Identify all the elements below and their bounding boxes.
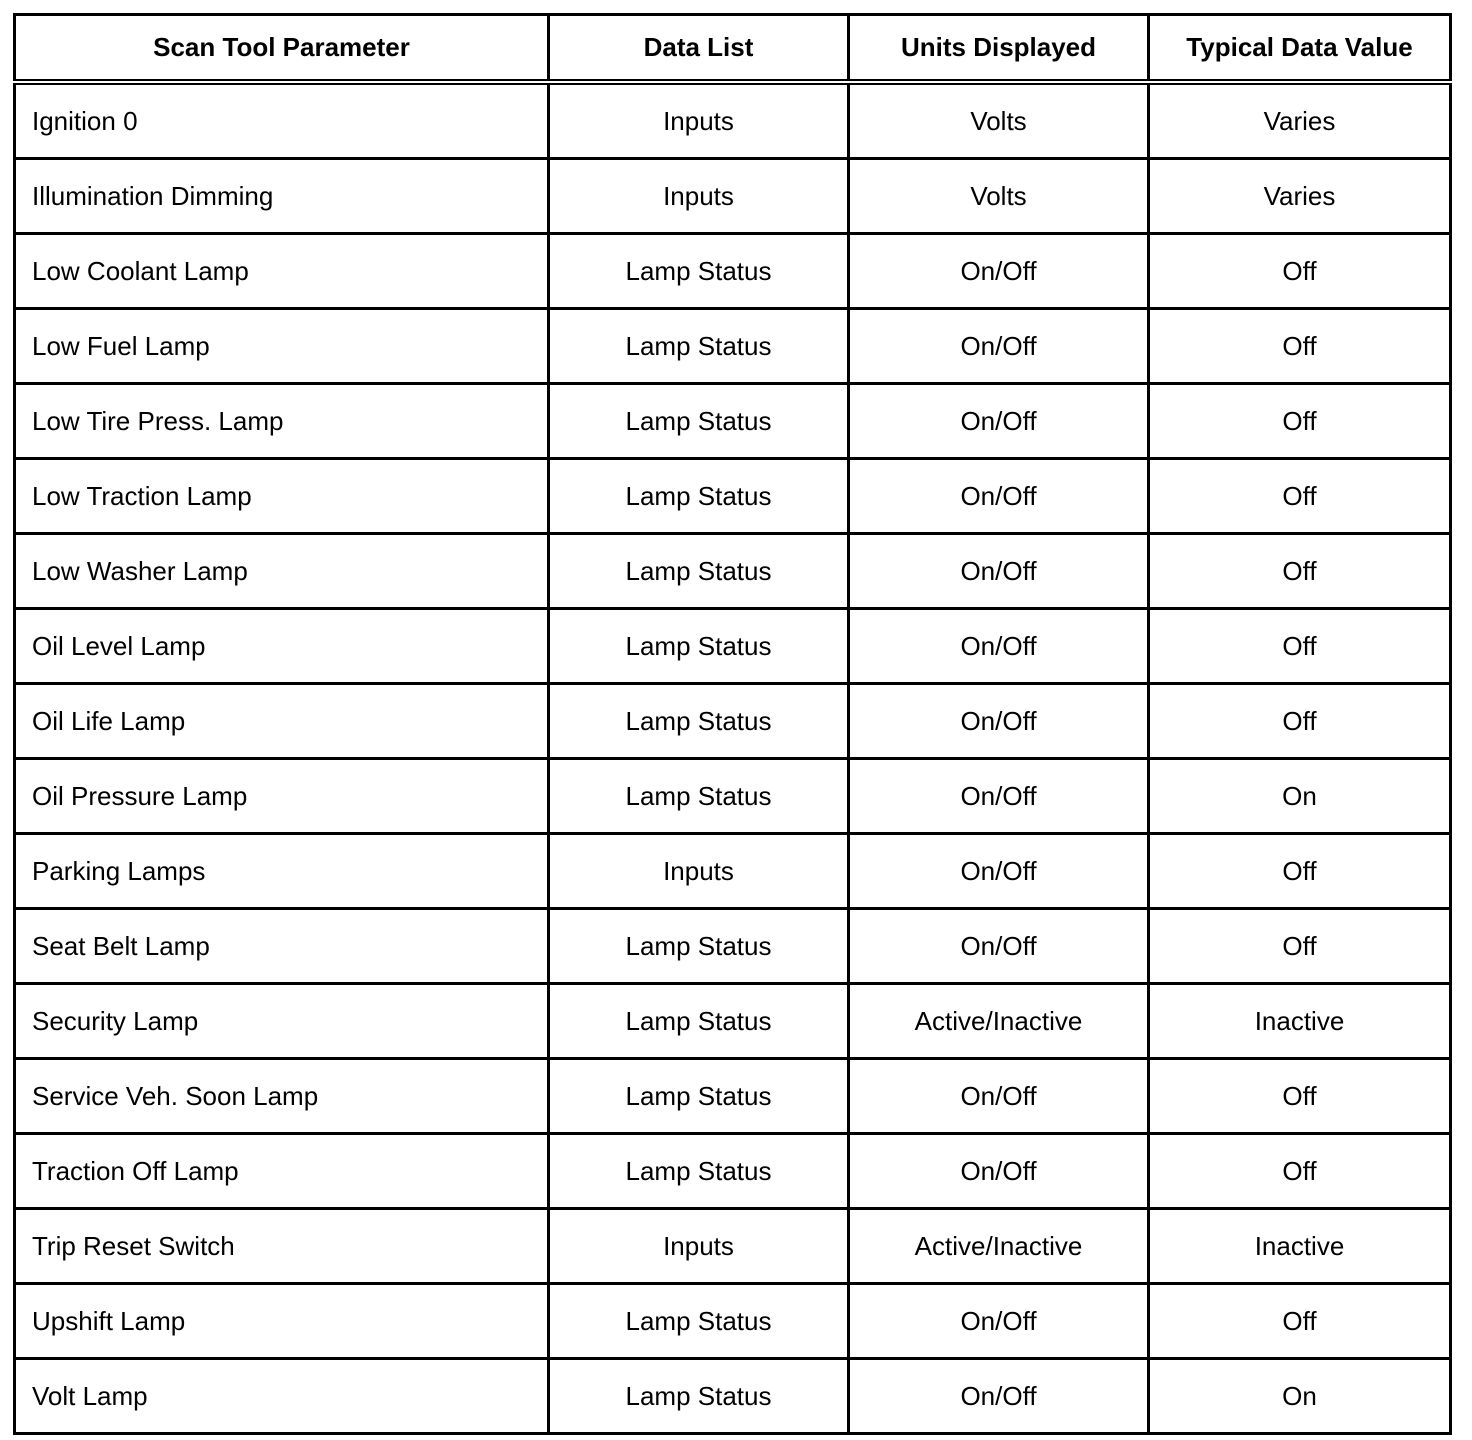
cell-data-list: Lamp Status — [549, 759, 849, 834]
cell-typical-data-value: Off — [1149, 384, 1451, 459]
header-scan-tool-parameter: Scan Tool Parameter — [15, 15, 549, 83]
cell-scan-tool-parameter: Low Washer Lamp — [15, 534, 549, 609]
cell-units-displayed: On/Off — [849, 1059, 1149, 1134]
cell-scan-tool-parameter: Low Fuel Lamp — [15, 309, 549, 384]
cell-scan-tool-parameter: Upshift Lamp — [15, 1284, 549, 1359]
cell-units-displayed: On/Off — [849, 384, 1149, 459]
table-row — [15, 459, 1451, 534]
cell-scan-tool-parameter: Trip Reset Switch — [15, 1209, 549, 1284]
cell-data-list: Lamp Status — [549, 384, 849, 459]
cell-units-displayed: On/Off — [849, 234, 1149, 309]
cell-data-list: Lamp Status — [549, 609, 849, 684]
table-row — [15, 1284, 1451, 1359]
cell-scan-tool-parameter: Ignition 0 — [15, 82, 549, 159]
cell-typical-data-value: Inactive — [1149, 1209, 1451, 1284]
cell-typical-data-value: Off — [1149, 459, 1451, 534]
cell-data-list: Lamp Status — [549, 1134, 849, 1209]
cell-data-list: Lamp Status — [549, 534, 849, 609]
cell-scan-tool-parameter: Low Tire Press. Lamp — [15, 384, 549, 459]
cell-typical-data-value: Off — [1149, 1284, 1451, 1359]
table-row — [15, 384, 1451, 459]
cell-units-displayed: On/Off — [849, 534, 1149, 609]
cell-data-list: Lamp Status — [549, 309, 849, 384]
cell-typical-data-value: Off — [1149, 309, 1451, 384]
cell-scan-tool-parameter: Low Coolant Lamp — [15, 234, 549, 309]
cell-scan-tool-parameter: Seat Belt Lamp — [15, 909, 549, 984]
header-data-list: Data List — [549, 15, 849, 83]
cell-data-list: Lamp Status — [549, 1284, 849, 1359]
cell-typical-data-value: Varies — [1149, 82, 1451, 159]
cell-data-list: Lamp Status — [549, 984, 849, 1059]
table-row — [15, 234, 1451, 309]
cell-scan-tool-parameter: Oil Pressure Lamp — [15, 759, 549, 834]
cell-scan-tool-parameter: Security Lamp — [15, 984, 549, 1059]
cell-scan-tool-parameter: Illumination Dimming — [15, 159, 549, 234]
table-row — [15, 984, 1451, 1059]
cell-typical-data-value: Off — [1149, 1059, 1451, 1134]
cell-data-list: Inputs — [549, 159, 849, 234]
table-row — [15, 1134, 1451, 1209]
header-units-displayed: Units Displayed — [849, 15, 1149, 83]
cell-typical-data-value: On — [1149, 759, 1451, 834]
cell-units-displayed: On/Off — [849, 1134, 1149, 1209]
cell-units-displayed: Active/Inactive — [849, 1209, 1149, 1284]
cell-scan-tool-parameter: Oil Level Lamp — [15, 609, 549, 684]
cell-units-displayed: On/Off — [849, 609, 1149, 684]
table-row — [15, 534, 1451, 609]
cell-scan-tool-parameter: Volt Lamp — [15, 1359, 549, 1434]
table-row — [15, 1209, 1451, 1284]
table-row — [15, 684, 1451, 759]
cell-typical-data-value: Off — [1149, 684, 1451, 759]
cell-scan-tool-parameter: Parking Lamps — [15, 834, 549, 909]
cell-data-list: Lamp Status — [549, 684, 849, 759]
cell-units-displayed: On/Off — [849, 834, 1149, 909]
cell-units-displayed: On/Off — [849, 1284, 1149, 1359]
cell-scan-tool-parameter: Traction Off Lamp — [15, 1134, 549, 1209]
cell-typical-data-value: Off — [1149, 234, 1451, 309]
scan-tool-data-table — [13, 13, 1452, 1435]
cell-units-displayed: Volts — [849, 82, 1149, 159]
cell-units-displayed: On/Off — [849, 759, 1149, 834]
cell-units-displayed: On/Off — [849, 684, 1149, 759]
cell-units-displayed: On/Off — [849, 309, 1149, 384]
cell-data-list: Lamp Status — [549, 909, 849, 984]
cell-typical-data-value: Off — [1149, 609, 1451, 684]
cell-units-displayed: On/Off — [849, 459, 1149, 534]
cell-data-list: Inputs — [549, 1209, 849, 1284]
header-typical-data-value: Typical Data Value — [1149, 15, 1451, 83]
cell-data-list: Lamp Status — [549, 234, 849, 309]
table-row — [15, 609, 1451, 684]
cell-units-displayed: Volts — [849, 159, 1149, 234]
cell-typical-data-value: Off — [1149, 1134, 1451, 1209]
cell-data-list: Lamp Status — [549, 1059, 849, 1134]
cell-typical-data-value: On — [1149, 1359, 1451, 1434]
cell-typical-data-value: Off — [1149, 534, 1451, 609]
table-row — [15, 909, 1451, 984]
cell-data-list: Inputs — [549, 82, 849, 159]
cell-scan-tool-parameter: Oil Life Lamp — [15, 684, 549, 759]
cell-units-displayed: On/Off — [849, 909, 1149, 984]
cell-scan-tool-parameter: Low Traction Lamp — [15, 459, 549, 534]
table-row — [15, 759, 1451, 834]
cell-scan-tool-parameter: Service Veh. Soon Lamp — [15, 1059, 549, 1134]
table-body — [15, 82, 1451, 1434]
cell-typical-data-value: Off — [1149, 909, 1451, 984]
cell-units-displayed: On/Off — [849, 1359, 1149, 1434]
cell-typical-data-value: Off — [1149, 834, 1451, 909]
cell-data-list: Inputs — [549, 834, 849, 909]
cell-data-list: Lamp Status — [549, 459, 849, 534]
table-row — [15, 834, 1451, 909]
table-row — [15, 82, 1451, 159]
table-row — [15, 1359, 1451, 1434]
table-row — [15, 309, 1451, 384]
header-row — [15, 15, 1451, 83]
table-row — [15, 1059, 1451, 1134]
cell-typical-data-value: Varies — [1149, 159, 1451, 234]
table-row — [15, 159, 1451, 234]
cell-data-list: Lamp Status — [549, 1359, 849, 1434]
cell-units-displayed: Active/Inactive — [849, 984, 1149, 1059]
cell-typical-data-value: Inactive — [1149, 984, 1451, 1059]
